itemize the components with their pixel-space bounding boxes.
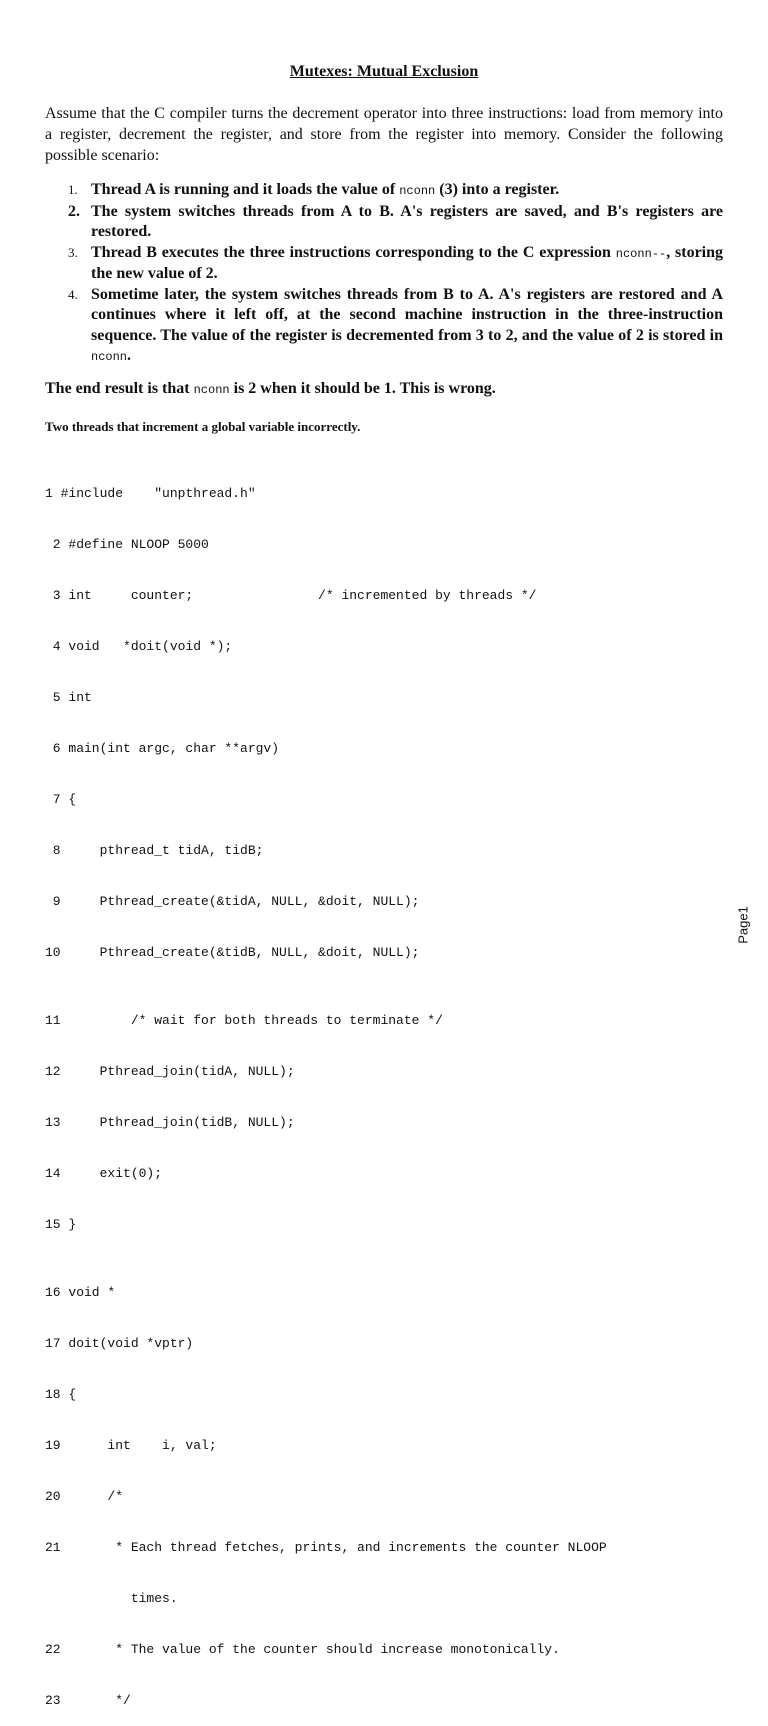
code-line: times. [45, 1591, 178, 1606]
code-line: 17 doit(void *vptr) [45, 1336, 194, 1351]
list-item [45, 285, 723, 368]
code-line: 22 * The value of the counter should increase monotonically. [45, 1642, 560, 1657]
list-number: 2. [68, 202, 80, 220]
list-item [45, 243, 723, 285]
code-line: 6 main(int argc, char **argv) [45, 741, 280, 756]
step-text: Sometime later, the system switches threads from B to A. A's registers are restored and A continues where it left off, at the second machine instruction in the three-instruction sequence. The value of the register is decremented from 3 to 2, and the value of 2 is stored in [91, 285, 723, 344]
code-line: 14 exit(0); [45, 1166, 163, 1181]
step-text: . [127, 347, 132, 364]
code-line: 20 /* [45, 1489, 124, 1504]
list-number: 1. [68, 182, 78, 197]
list-number: 4. [68, 286, 78, 302]
code-line: 2 #define NLOOP 5000 [45, 537, 209, 552]
result-text: The end result is that [45, 380, 194, 397]
code-caption: Two threads that increment a global variable incorrectly. [45, 419, 361, 434]
intro-paragraph: Assume that the C compiler turns the decrement operator into three instructions: load from memory into a register, decrement the register, and store from the register into memory. Consider the following possible scenario: [45, 105, 723, 164]
code-line: 10 Pthread_create(&tidB, NULL, &doit, NULL); [45, 945, 420, 960]
code-line: 16 void * [45, 1285, 116, 1300]
result-paragraph [45, 380, 723, 398]
list-item [45, 180, 723, 202]
list-item [45, 202, 723, 243]
code-line: 5 int [45, 690, 92, 705]
code-line: 18 { [45, 1387, 77, 1402]
code-line: 9 Pthread_create(&tidA, NULL, &doit, NULL); [45, 894, 420, 909]
code-line: 8 pthread_t tidA, tidB; [45, 843, 264, 858]
code-listing [45, 451, 607, 1726]
code-line: 19 int i, val; [45, 1438, 217, 1453]
code-line: 4 void *doit(void *); [45, 639, 233, 654]
code-line: 21 * Each thread fetches, prints, and increments the counter NLOOP [45, 1540, 607, 1555]
result-text: is 2 when it should be 1. This is wrong. [229, 380, 496, 397]
list-number: 3. [68, 244, 78, 260]
step-text: (3) into a register. [435, 181, 560, 198]
code-line: 13 Pthread_join(tidB, NULL); [45, 1115, 295, 1130]
code-line: 23 */ [45, 1693, 131, 1708]
code-line: 11 /* wait for both threads to terminate */ [45, 1013, 443, 1028]
page-number-label: Page1 [735, 906, 751, 944]
step-text: , storing the new value of 2. [91, 243, 724, 282]
code-line: 7 { [45, 792, 77, 807]
code-line: 3 int counter; /* incremented by threads */ [45, 588, 537, 603]
code-variable: nconn [193, 383, 230, 397]
code-variable: nconn [91, 350, 128, 364]
code-variable: nconn-- [615, 246, 667, 261]
step-text: Thread A is running and it loads the value of [91, 181, 400, 198]
step-text: Thread B executes the three instructions corresponding to the C expression [91, 243, 616, 261]
code-variable: nconn [399, 184, 436, 198]
scenario-list [45, 180, 723, 368]
page-number [726, 905, 760, 945]
code-line: 1 #include "unpthread.h" [45, 486, 256, 501]
page-title: Mutexes: Mutual Exclusion [289, 63, 479, 80]
code-line: 15 } [45, 1217, 77, 1232]
step-text: The system switches threads from A to B. A's registers are saved, and B's registers are restored. [91, 202, 723, 240]
code-line: 12 Pthread_join(tidA, NULL); [45, 1064, 295, 1079]
